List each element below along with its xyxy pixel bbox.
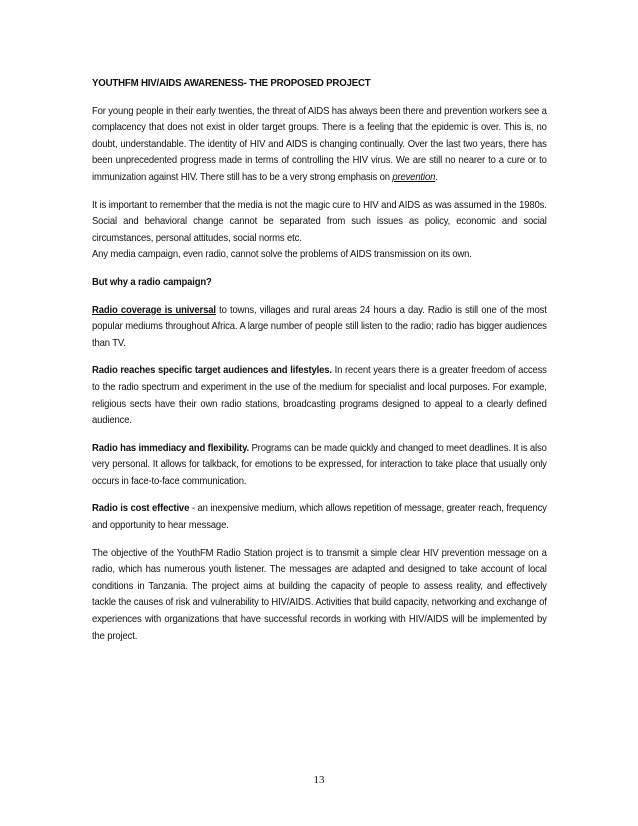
- media-text: It is important to remember that the media is not the magic cure to HIV and AIDS as was assumed in the 1980s. Social and behavioral change cannot be separated from such issues as policy, economic and social circumstances, personal attitudes, social norms etc.: [92, 199, 547, 244]
- intro-emphasis: prevention: [392, 171, 436, 183]
- intro-end: .: [435, 171, 438, 183]
- document-page: [92, 76, 547, 656]
- point-text: to towns, villages and rural areas 24 hours a day. Radio is still one of the most popular mediums throughout Africa. A large number of people still listen to the radio; radio has bigger audiences than TV.: [92, 304, 547, 349]
- point-text: - an inexpensive medium, which allows repetition of message, greater reach, frequency and opportunity to hear message.: [92, 503, 547, 532]
- intro-paragraph: [92, 104, 547, 187]
- document-title: YOUTHFM HIV/AIDS AWARENESS- THE PROPOSED PROJECT: [92, 78, 371, 89]
- media-paragraph: [92, 198, 547, 264]
- point-immediacy: [92, 441, 547, 491]
- point-text: Programs can be made quickly and changed to meet deadlines. It is also very personal. It allows for talkback, for emotions to be expressed, for interaction to take place that usually only occurs in face-to-face communication.: [92, 442, 547, 487]
- point-coverage: [92, 303, 547, 353]
- point-text: In recent years there is a greater freedom of access to the radio spectrum and experiment in the use of the medium for specialist and local purposes. For example, religious sects have their own radio stations, broadcasting programs designed to appeal to a clearly defined audience.: [92, 365, 547, 427]
- point-target-audiences: [92, 363, 547, 429]
- intro-text: For young people in their early twenties, the threat of AIDS has always been there and prevention workers see a complacency that does not exist in older target groups. There is a feeling that the epidemic is over. This is, no doubt, understandable. The identity of HIV and AIDS is changing continually. Over the last two years, there has been unprecedented progress made in terms of controlling the HIV virus. We are still no nearer to a cure or to immunization against HIV. There still has to be a very strong emphasis on: [92, 105, 547, 183]
- point-lead: Radio reaches specific target audiences and lifestyles.: [92, 365, 332, 377]
- point-lead: Radio has immediacy and flexibility.: [92, 442, 249, 454]
- why-heading: But why a radio campaign?: [92, 276, 212, 288]
- point-lead: Radio coverage is universal: [92, 304, 216, 316]
- objective-paragraph: The objective of the YouthFM Radio Station project is to transmit a simple clear HIV prevention message on a radio, which has numerous youth listener. The messages are adapted and designed to take account of local conditions in Tanzania. The project aims at building the capacity of people to assess reality, and effectively tackle the causes of risk and vulnerability to HIV/AIDS. Activities that build capacity, networking and exchange of experiences with organizations that have successful records in working with HIV/AIDS will be implemented by the project.: [92, 547, 547, 642]
- page-number: 13: [313, 774, 325, 786]
- media-line2: Any media campaign, even radio, cannot solve the problems of AIDS transmission on its own.: [92, 249, 472, 261]
- point-cost-effective: [92, 501, 547, 534]
- point-lead: Radio is cost effective: [92, 503, 190, 515]
